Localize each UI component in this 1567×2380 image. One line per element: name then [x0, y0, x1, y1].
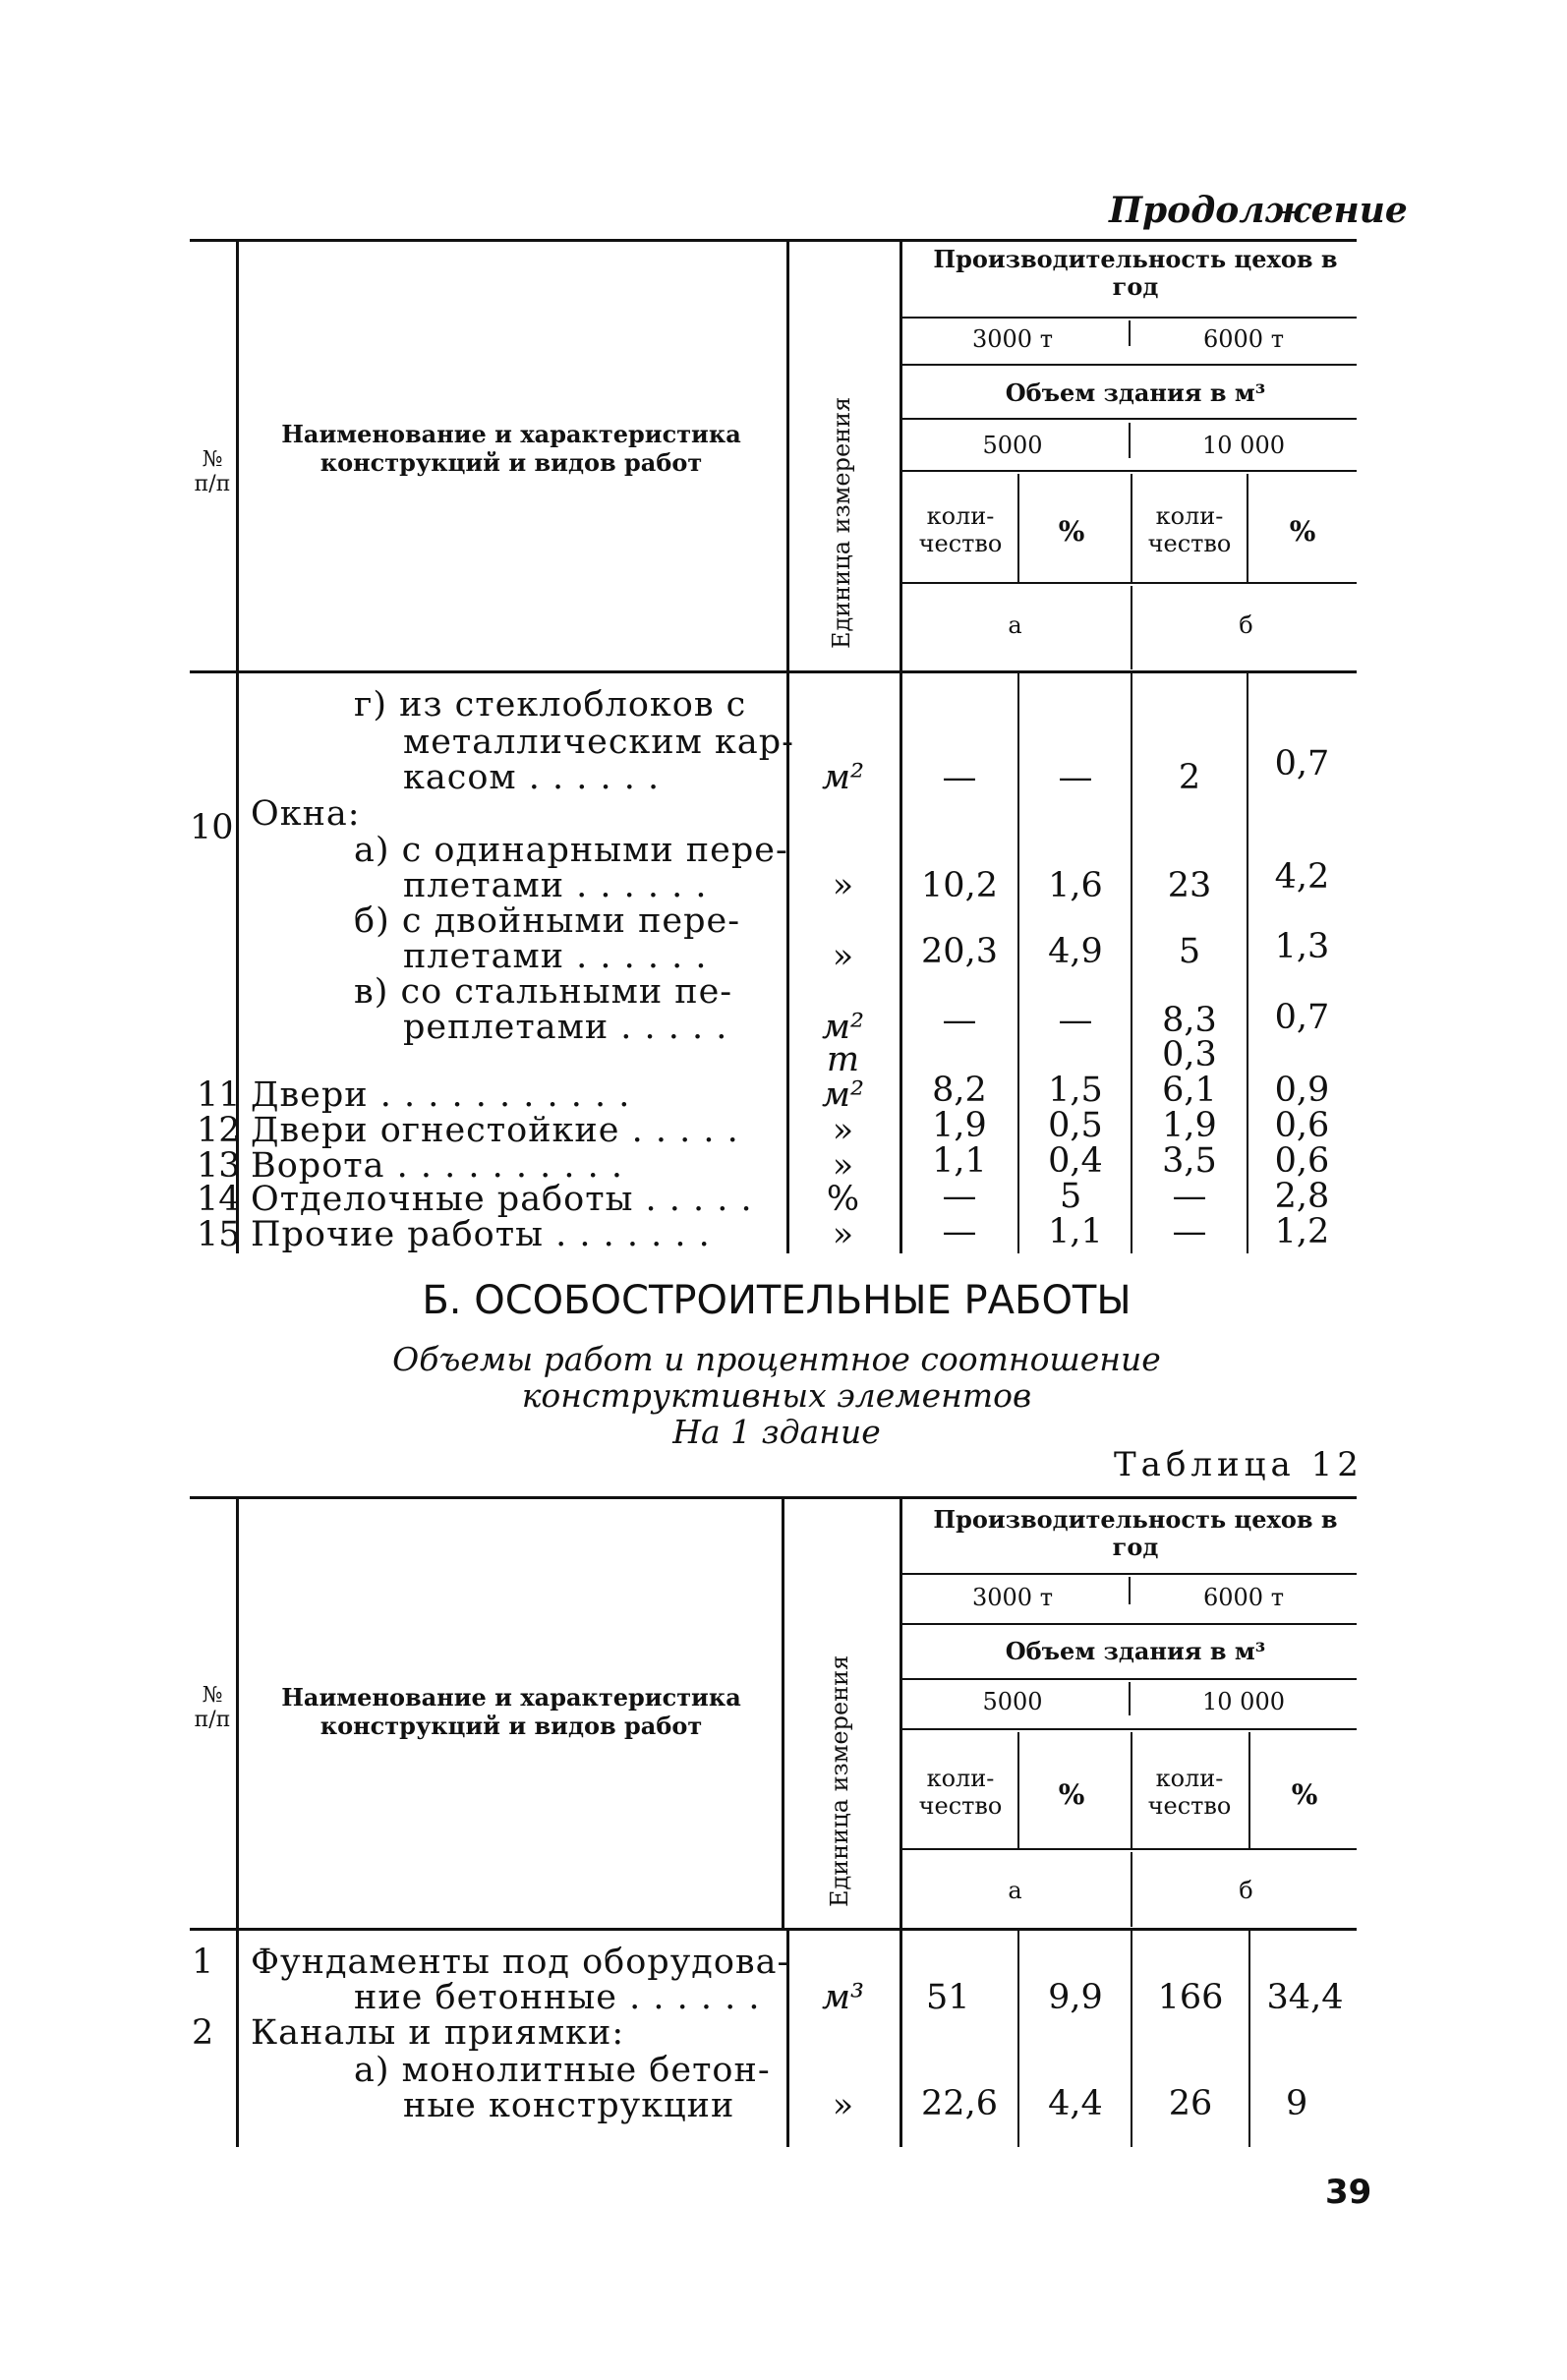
row-text: Двери огнестойкие . . . . . [251, 1111, 739, 1150]
pct-a-cell: 0,4 [1048, 1141, 1103, 1181]
qty-b-cell: 3,5 [1162, 1141, 1217, 1181]
qty-a-header: коли- чество [918, 502, 1003, 557]
qty-b-cell: 2 [1178, 758, 1201, 797]
vol-10000-header: 10 000 [1202, 1688, 1285, 1715]
row-text: ние бетонные . . . . . . [354, 1978, 761, 2017]
qty-a-cell: — [942, 1177, 977, 1216]
row-number: 12 [197, 1111, 241, 1150]
pct-a-cell: — [1058, 1001, 1093, 1040]
pct-b-cell: 0,6 [1274, 1106, 1330, 1145]
row-text: Фундаменты под оборудова- [251, 1943, 790, 1982]
col-a-label: а [1008, 611, 1022, 639]
page-number: 39 [1325, 2173, 1372, 2212]
row-text: Ворота . . . . . . . . . . [251, 1146, 624, 1186]
unit-col-header: Единица измерения [828, 396, 855, 649]
divider [236, 241, 239, 671]
prod-6000-header: 6000 т [1203, 1584, 1284, 1611]
rule [902, 317, 1357, 319]
pct-a-cell: 4,4 [1048, 2084, 1103, 2123]
row-text: Двери . . . . . . . . . . . [251, 1075, 631, 1115]
divider [1131, 673, 1132, 1253]
qty-b-cell: 5 [1178, 932, 1201, 971]
row-text: ные конструкции [403, 2086, 735, 2125]
vol-5000-header: 5000 [982, 432, 1043, 459]
unit-cell: » [832, 1146, 854, 1186]
pct-b-cell: 34,4 [1266, 1978, 1344, 2017]
row-text: Каналы и приямки: [251, 2013, 625, 2053]
pct-b-header: % [1289, 515, 1316, 548]
qty-a-header: коли- чество [918, 1765, 1003, 1820]
divider [1131, 1931, 1132, 2147]
divider [1131, 1732, 1132, 1848]
name-col-header: Наименование и характеристика конструкций и видов работ [281, 420, 741, 477]
row-number: 14 [197, 1180, 241, 1219]
pct-a-header: % [1058, 515, 1085, 548]
unit-cell: » [832, 1111, 854, 1150]
pct-b-cell: 1,3 [1274, 927, 1330, 966]
divider [1131, 586, 1132, 669]
section-subtitle: Объемы работ и процентное соотношение [392, 1340, 1161, 1378]
pct-a-cell: — [1058, 758, 1093, 797]
rule [902, 1728, 1357, 1730]
table1-header-bottom-rule [190, 670, 1357, 673]
rule [902, 1623, 1357, 1625]
col-b-label: б [1239, 1877, 1253, 1904]
pct-a-cell: 1,6 [1048, 866, 1103, 905]
pct-b-cell: 0,6 [1274, 1141, 1330, 1181]
divider [1017, 1931, 1019, 2147]
unit-cell: % [826, 1180, 860, 1219]
pct-b-header: % [1291, 1778, 1318, 1811]
row-text: г) из стеклоблоков с [354, 685, 747, 725]
unit-cell: » [832, 2086, 854, 2125]
section-subtitle: На 1 здание [672, 1413, 881, 1451]
row-text: Окна: [251, 794, 361, 834]
name-col-header: Наименование и характеристика конструкций и видов работ [281, 1683, 741, 1740]
qty-a-cell: 1,1 [932, 1141, 987, 1181]
divider [782, 1498, 784, 1928]
table2-header-bottom-rule [190, 1928, 1357, 1931]
unit-cell: м² [821, 1075, 865, 1115]
unit-cell: м² [821, 1008, 865, 1047]
qty-b-cell: 1,9 [1162, 1106, 1217, 1145]
row-text: Прочие работы . . . . . . . [251, 1215, 711, 1254]
row-number: 13 [197, 1146, 241, 1186]
pct-b-cell: 0,9 [1274, 1071, 1330, 1110]
num-col-header: № п/п [194, 1683, 231, 1733]
qty-b-header: коли- чество [1147, 502, 1232, 557]
divider [1248, 1732, 1250, 1848]
unit-cell: » [832, 866, 854, 905]
divider [236, 1498, 239, 1928]
table2-top-rule [190, 1496, 1357, 1499]
qty-b-cell: — [1172, 1177, 1207, 1216]
table1-top-rule [190, 239, 1357, 242]
rule [902, 1573, 1357, 1575]
qty-b-cell: 8,3 [1162, 1001, 1217, 1040]
section-subtitle: конструктивных элементов [521, 1376, 1032, 1415]
rule [902, 582, 1357, 584]
pct-b-cell: 9 [1286, 2084, 1308, 2123]
row-number: 11 [197, 1075, 241, 1115]
volume-header: Объем здания в м³ [1005, 378, 1266, 407]
pct-b-cell: 1,2 [1274, 1212, 1330, 1251]
row-text: а) монолитные бетон- [354, 2051, 771, 2090]
qty-a-cell: 10,2 [921, 866, 998, 905]
unit-cell: т [826, 1040, 860, 1079]
row-text: реплетами . . . . . [403, 1008, 728, 1047]
prod-3000-header: 3000 т [972, 1584, 1053, 1611]
row-number: 1 [192, 1943, 214, 1982]
divider [1129, 423, 1131, 458]
pct-a-cell: 4,9 [1048, 932, 1103, 971]
divider [1017, 1732, 1019, 1848]
pct-a-cell: 1,5 [1048, 1071, 1103, 1110]
unit-col-header: Единица измерения [826, 1654, 853, 1907]
qty-b-cell: 26 [1168, 2084, 1213, 2123]
divider [900, 1931, 902, 2147]
divider [1129, 320, 1131, 346]
vol-5000-header: 5000 [982, 1688, 1043, 1715]
row-text: б) с двойными пере- [354, 901, 741, 941]
prod-6000-header: 6000 т [1203, 325, 1284, 353]
qty-a-cell: — [942, 758, 977, 797]
qty-a-cell: — [942, 1212, 977, 1251]
unit-cell: м³ [821, 1978, 865, 2017]
col-b-label: б [1239, 611, 1253, 639]
productivity-header: Производительность цехов в год [933, 245, 1338, 301]
row-text: в) со стальными пе- [354, 972, 733, 1012]
qty-a-cell: 51 [926, 1978, 970, 2017]
section-title: Б. ОСОБОСТРОИТЕЛЬНЫЕ РАБОТЫ [422, 1278, 1132, 1323]
pct-a-cell: 1,1 [1048, 1212, 1103, 1251]
qty-a-cell: 1,9 [932, 1106, 987, 1145]
divider [900, 241, 902, 671]
row-text: металлическим кар- [403, 723, 794, 762]
qty-a-cell: 20,3 [921, 932, 998, 971]
divider [1131, 474, 1132, 582]
row-number: 10 [190, 808, 234, 847]
col-a-label: а [1008, 1877, 1022, 1904]
divider [1017, 474, 1019, 582]
rule [902, 364, 1357, 366]
divider [1247, 474, 1248, 582]
num-col-header: № п/п [194, 447, 231, 497]
pct-a-cell: 5 [1060, 1177, 1082, 1216]
qty-b-cell: 166 [1157, 1978, 1224, 2017]
pct-a-cell: 9,9 [1048, 1978, 1103, 2017]
divider [1248, 1931, 1250, 2147]
qty-b-header: коли- чество [1147, 1765, 1232, 1820]
pct-b-cell: 0,7 [1274, 998, 1330, 1037]
rule [902, 418, 1357, 420]
qty-b-cell: — [1172, 1212, 1207, 1251]
divider [900, 1498, 902, 1928]
divider [900, 673, 902, 1253]
row-number: 2 [192, 2013, 214, 2053]
pct-b-cell: 2,8 [1274, 1177, 1330, 1216]
qty-b-cell: 23 [1167, 866, 1212, 905]
vol-10000-header: 10 000 [1202, 432, 1285, 459]
qty-b-cell: 0,3 [1162, 1035, 1217, 1074]
row-text: Отделочные работы . . . . . [251, 1180, 753, 1219]
pct-a-cell: 0,5 [1048, 1106, 1103, 1145]
divider [1017, 673, 1019, 1253]
row-text: плетами . . . . . . [403, 937, 708, 976]
rule [902, 1678, 1357, 1680]
pct-b-cell: 0,7 [1274, 744, 1330, 784]
unit-cell: » [832, 937, 854, 976]
divider [1129, 1577, 1131, 1604]
prod-3000-header: 3000 т [972, 325, 1053, 353]
unit-cell: м² [821, 758, 865, 797]
rule [902, 1848, 1357, 1850]
pct-a-header: % [1058, 1778, 1085, 1811]
divider [1129, 1682, 1131, 1715]
divider [786, 241, 789, 671]
table-label: Таблица 12 [1114, 1445, 1364, 1484]
unit-cell: » [832, 1215, 854, 1254]
volume-header: Объем здания в м³ [1005, 1637, 1266, 1665]
divider [1131, 1852, 1132, 1927]
divider [1247, 673, 1248, 1253]
row-text: плетами . . . . . . [403, 866, 708, 905]
qty-b-cell: 6,1 [1162, 1071, 1217, 1110]
rule [902, 470, 1357, 472]
qty-a-cell: 8,2 [932, 1071, 987, 1110]
pct-b-cell: 4,2 [1274, 857, 1330, 897]
qty-a-cell: 22,6 [921, 2084, 998, 2123]
row-text: а) с одинарными пере- [354, 831, 788, 870]
qty-a-cell: — [942, 1001, 977, 1040]
divider [236, 1931, 239, 2147]
productivity-header: Производительность цехов в год [933, 1505, 1338, 1561]
continuation-label: Продолжение [1109, 190, 1408, 231]
row-number: 15 [197, 1215, 241, 1254]
row-text: касом . . . . . . [403, 758, 661, 797]
